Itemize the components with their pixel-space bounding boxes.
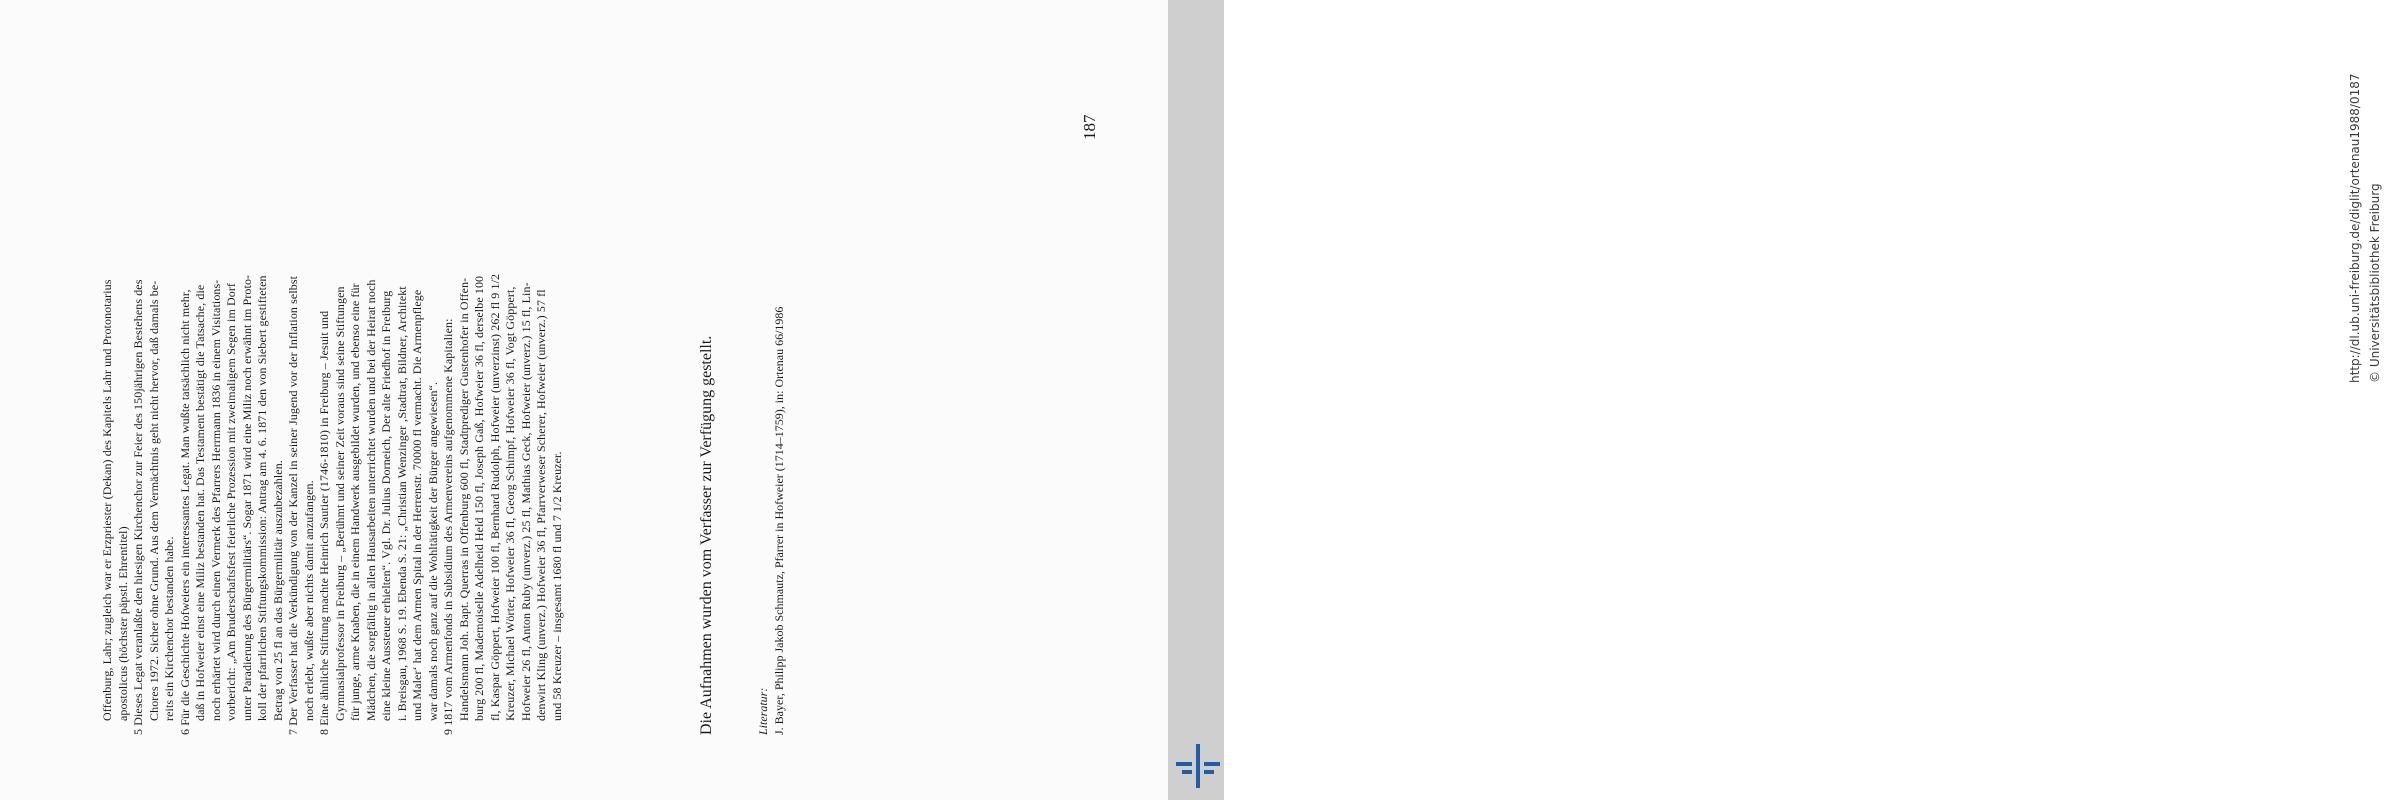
footnote-line: Handelsmann Joh. Bapt. Querras in Offenburg 600 fl, Stadtprediger Gustenhofer in Offen- [456,277,471,721]
footnote-line: vorbericht: „Am Bruderschaftsfest feierliche Prozession mit zweimaligem Segen im Dorf [224,282,238,721]
literature-reference [756,95,787,735]
footnote-line: apostolicus (höchster päpstl. Ehrentitel) [115,526,130,721]
footnote-line: noch erlebt, wußte aber nichts damit anzufangen. [301,480,316,721]
footnote-line: 6 Für die Geschichte Hofweiers ein interessantes Legat. Man wußte tatsächlich nicht mehr, [177,289,192,735]
footnote-line: reits ein Kirchenchor bestanden habe. [162,536,176,721]
footnote-line: 5 Dieses Legat veranlaßte den hiesigen Kirchenchor zur Feier des 150jährigen Bestehens des [131,279,145,735]
footnotes-block [100,95,565,735]
footnote-line: Hofweier 26 fl, Anton Ruby (unverz.) 25 fl, Mathias Geck, Hofweier (unverz.) 15 fl, Lin- [518,282,533,721]
logo-bar [1196,744,1200,788]
footnote-line: burg 200 fl, Mademoiselle Adelheid Held 150 fl, Joseph Gaß, Hofweier 36 fl, derselbe 100 [472,275,486,721]
logo-bar [1176,762,1192,766]
footnote-line: fl, Kaspar Göppert, Hofweier 100 fl, Bernhard Rudolph, Hofweier (unverzinst) 262 fl 9 1/2 [487,273,502,721]
page-number: 187 [1080,114,1099,140]
footnote-line: eine kleine Aussteuer erhielten“. Vgl. Dr. Julius Dorneich, Der alte Friedhof in Freiburg [379,290,393,721]
footnote-line: 9 1817 vom Armenfonds in Subsidium des Armenvereins aufgenommene Kapitalien: [441,318,455,735]
footnote-line: noch erhärtet wird durch einen Vermerk des Pfarrers Herrmann 1836 in einem Visitations- [208,279,223,721]
library-sidebar [1168,0,2382,800]
footnote-line: Offenburg, Lahr; zugleich war er Erzpriester (Dekan) des Kapitels Lahr und Protonotarius [100,279,114,721]
footnote-line: und 58 Kreuzer – insgesamt 1680 fl und 7 1/2 Kreuzer. [549,451,564,721]
footnote-line: Mädchen, die sorgfältig in allen Hausarbeiten unterrichtet wurden und bei der Heirat noch [363,279,378,721]
footnote-line: Gymnasialprofessor in Freiburg – „Berühmt und seiner Zeit voraus sind seine Stiftungen [332,286,347,721]
footnote-line: für junge, arme Knaben, die in einem Handwerk ausgebildet wurden, und ebenso eine für [348,283,362,721]
footnote-line: war damals noch ganz auf die Wohltätigkeit der Bürger angewiesen“. [425,381,440,721]
footnote-line: denwirt Kling (unverz.) Hofweier 36 fl, Pfarrverweser Scherer, Hofweier (unverz.) 57 fl [534,289,548,721]
logo-bar [1204,762,1220,766]
ub-freiburg-logo-icon [1176,744,1220,788]
logo-bar [1182,770,1192,774]
footnote-line: Chores 1972. Sicher ohne Grund. Aus dem Vermächtnis geht nicht hervor, daß damals be- [146,280,161,721]
copyright-notice: © Universitätsbibliothek Freiburg [2368,183,2382,383]
literature-entry: J. Bayer, Philipp Jakob Schmautz, Pfarrer in Hofweier (1714–1759), in: Ortenau 66/1986 [771,306,786,735]
literature-label: Literatur: [756,687,770,735]
source-url[interactable]: http://dl.ub.uni-freiburg.de/diglit/ortenau1988/0187 [2348,73,2362,383]
photo-credit-caption: Die Aufnahmen wurden vom Verfasser zur Verfügung gestellt. [698,335,715,735]
footnote-line: 8 Eine ähnliche Stiftung machte Heinrich Sautier (1746-1810) in Freiburg – Jesuit und [317,310,331,735]
footnote-line: 7 Der Verfasser hat die Verkündigung von der Kanzel in seiner Jugend vor der Inflation selbst [286,275,300,735]
sidebar-credit [2345,3,2385,383]
footnote-line: Betrag von 25 fl an das Bürgermilitär auszubezahlen. [270,460,285,721]
logo-bar [1204,770,1214,774]
footnote-line: und Maler‘ hat dem Armen Spital in der Herrenstr. 70000 fl vermacht. Die Armenpflege [410,289,424,721]
footnote-line: daß in Hofweier einst eine Miliz bestanden hat. Das Testament bestätigt die Tatsache, die [193,284,207,721]
footnote-line: i. Breisgau, 1968 S. 19. Ebenda S. 21: „Christian Wenzinger ‚Stadtrat, Bildner, Architekt [394,286,409,721]
scanned-page [0,0,1168,800]
footnote-line: koll der pfarrlichen Stiftungskommission: Antrag am 4. 6. 1871 den von Siebert gestifteten [255,275,269,721]
footnote-line: Kreuzer, Michael Wörter, Hofweier 36 fl, Georg Schimpf, Hofweier 36 fl, Vogt Göppert, [503,286,517,721]
footnote-line: unter Paradierung des Bürgermilitärs“. Sogar 1871 wird eine Miliz noch erwähnt im Proto- [239,274,254,721]
